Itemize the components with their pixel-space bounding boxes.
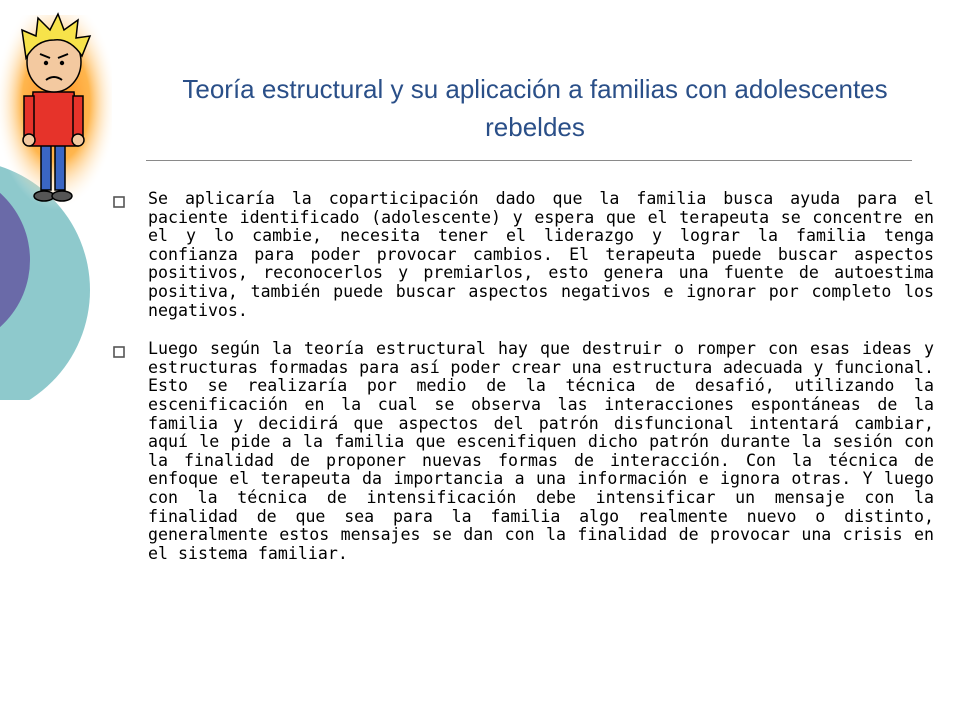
hollow-square-bullet-icon	[112, 345, 126, 359]
bullet-list	[112, 190, 934, 583]
bullet-text: Se aplicaría la coparticipación dado que la familia busca ayuda para el paciente identificado (adolescente) y espera que el terapeuta se concentre en el y lo cambie, necesita tener el liderazgo y lograr la familia tenga confianza para poder provocar cambios. El terapeuta puede buscar aspectos positivos, reconocerlos y premiarlos, esto genera una fuente de autoestima positiva, también puede buscar aspectos negativos e ignorar por completo los negativos.	[148, 189, 934, 320]
hollow-square-bullet-icon	[112, 195, 126, 209]
title-divider	[146, 160, 912, 161]
bullet-text: Luego según la teoría estructural hay que destruir o romper con esas ideas y estructuras formadas para así poder crear una estructura adecuada y funcional. Esto se realizaría por medio de la técnica de desafió, utilizando la escenificación en la cual se observa las interacciones espontáneas de la familia y decidirá que aspectos del patrón disfuncional intentará cambiar, aquí le pide a la familia que escenifiquen dicho patrón durante la sesión con la finalidad de proponer nuevas formas de interacción. Con la técnica de enfoque el terapeuta da importancia a una información e ignora otras. Y luego con la técnica de intensificación debe intensificar un mensaje con la finalidad de que sea para la familia algo realmente nuevo o distinto, generalmente estos mensajes se dan con la finalidad de provocar una crisis en el sistema familiar.	[148, 339, 934, 563]
slide-title: Teoría estructural y su aplicación a familias con adolescentes rebeldes	[182, 74, 888, 142]
bullet-item	[112, 340, 934, 563]
bullet-item	[112, 190, 934, 320]
angry-boy-clipart	[0, 14, 112, 210]
decorative-artwork	[0, 0, 120, 400]
